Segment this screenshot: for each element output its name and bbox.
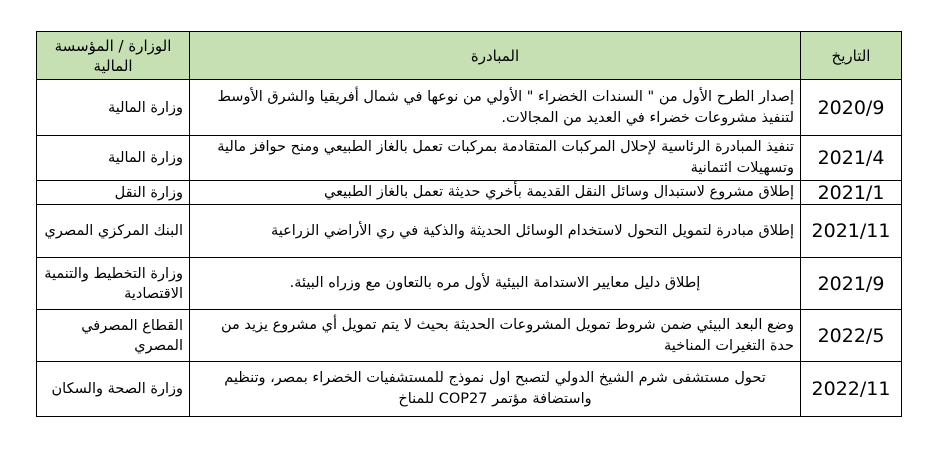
cell-ministry: وزارة التخطيط والتنمية الاقتصادية — [37, 258, 190, 310]
cell-ministry: وزارة الصحة والسكان — [37, 362, 190, 417]
cell-ministry: وزارة المالية — [37, 80, 190, 136]
cell-initiative: إصدار الطرح الأول من " السندات الخضراء " الأولي من نوعها في شمال أفريقيا والشرق الأوسط لتنفيذ مشروعات خضراء في العديد من المجالات. — [190, 80, 801, 136]
cell-ministry: القطاع المصرفي المصري — [37, 310, 190, 362]
cell-ministry: البنك المركزي المصري — [37, 205, 190, 258]
table-row — [37, 362, 902, 417]
table-row — [37, 258, 902, 310]
cell-date: 2021/4 — [801, 136, 902, 181]
table-row — [37, 80, 902, 136]
table-row — [37, 181, 902, 205]
table-header — [37, 32, 902, 80]
cell-initiative: تحول مستشفى شرم الشيخ الدولي لتصبح اول نموذج للمستشفيات الخضراء بمصر، وتنظيم واستضافة مؤتمر COP27 للمناخ — [190, 362, 801, 417]
cell-date: 2020/9 — [801, 80, 902, 136]
header-ministry: الوزارة / المؤسسة المالية — [37, 32, 190, 80]
table-row — [37, 136, 902, 181]
cell-date: 2021/11 — [801, 205, 902, 258]
cell-initiative: إطلاق مبادرة لتمويل التحول لاستخدام الوسائل الحديثة والذكية في ري الأراضي الزراعية — [190, 205, 801, 258]
cell-initiative: تنفيذ المبادرة الرئاسية لإحلال المركبات المتقادمة بمركبات تعمل بالغاز الطبيعي ومنح حوافز مالية وتسهيلات ائتمانية — [190, 136, 801, 181]
cell-initiative: إطلاق مشروع لاستبدال وسائل النقل القديمة بأخري حديثة تعمل بالغاز الطبيعي — [190, 181, 801, 205]
cell-date: 2022/5 — [801, 310, 902, 362]
cell-initiative: وضع البعد البيئي ضمن شروط تمويل المشروعات الحديثة بحيث لا يتم تمويل أي مشروع يزيد من حدة التغيرات المناخية — [190, 310, 801, 362]
cell-initiative: إطلاق دليل معايير الاستدامة البيئية لأول مره بالتعاون مع وزراه البيئة. — [190, 258, 801, 310]
header-date: التاريخ — [801, 32, 902, 80]
header-initiative: المبادرة — [190, 32, 801, 80]
table-row — [37, 205, 902, 258]
cell-ministry: وزارة المالية — [37, 136, 190, 181]
cell-date: 2021/9 — [801, 258, 902, 310]
table-row — [37, 310, 902, 362]
cell-ministry: وزارة النقل — [37, 181, 190, 205]
initiatives-table — [36, 31, 902, 417]
initiatives-table-container — [36, 31, 902, 417]
header-row — [37, 32, 902, 80]
cell-date: 2021/1 — [801, 181, 902, 205]
table-body — [37, 80, 902, 417]
cell-date: 2022/11 — [801, 362, 902, 417]
